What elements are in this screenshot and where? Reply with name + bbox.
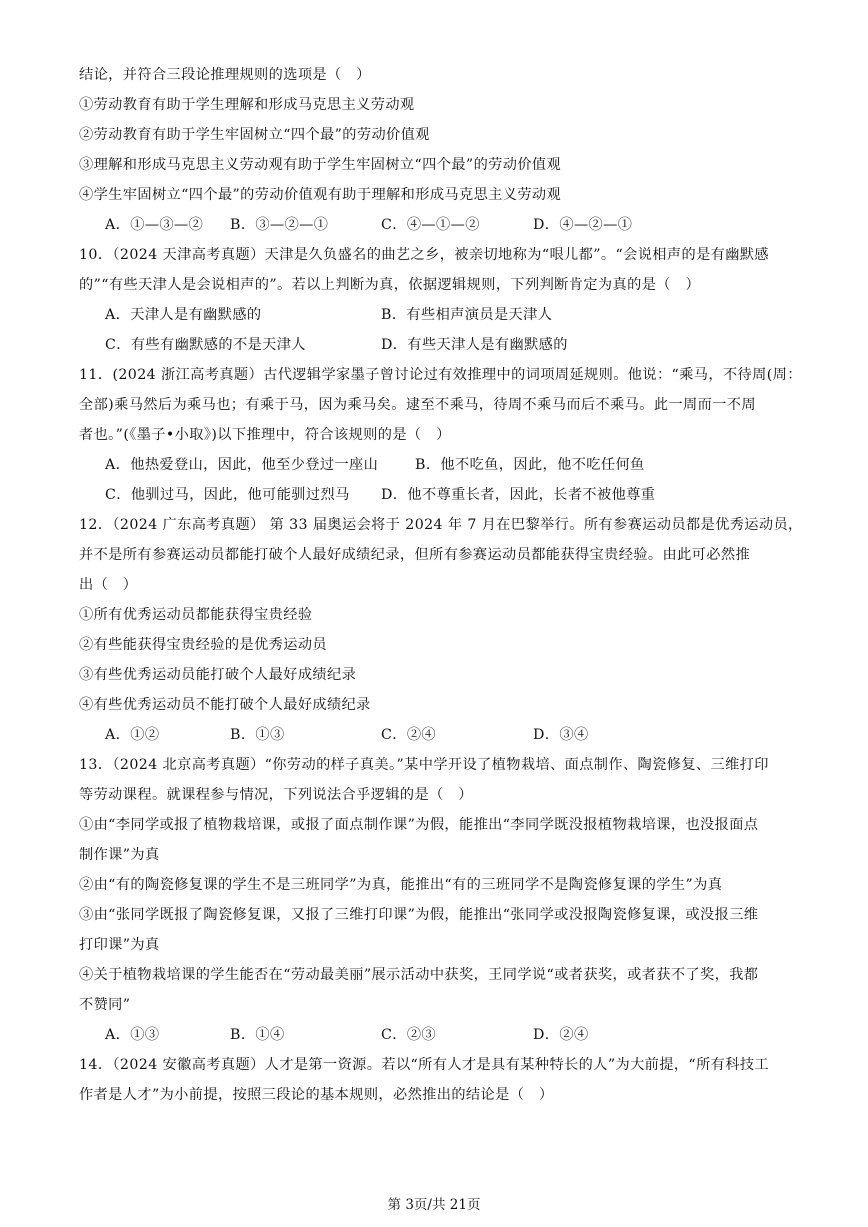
statement-item: ④有些优秀运动员不能打破个人最好成绩纪录 bbox=[79, 697, 371, 713]
option-b: B．①③ bbox=[230, 727, 285, 743]
option-c: C．②④ bbox=[381, 727, 437, 743]
question-11-text: 全部)乘马然后为乘马也；有乘于马，因为乘马矣。逮至不乘马，待周不乘马而后不乘马。此一周而一不周 bbox=[79, 397, 756, 413]
statement-item: ①由“李同学或报了植物栽培课，或报了面点制作课”为假，能推出“李同学既没报植物栽培课，也没报面点 bbox=[79, 817, 759, 833]
statement-item-cont: 不赞同” bbox=[79, 997, 131, 1013]
question-11-text: 者也。”(《墨子•小取》)以下推理中，符合该规则的是（ ） bbox=[79, 427, 451, 443]
statement-item: ②有些能获得宝贵经验的是优秀运动员 bbox=[79, 637, 327, 653]
question-12-text: 出（ ） bbox=[79, 577, 138, 593]
statement-item: ③理解和形成马克思主义劳动观有助于学生牢固树立“四个最”的劳动价值观 bbox=[79, 157, 562, 173]
question-12-text: 12．（2024 广东高考真题） 第 33 届奥运会将于 2024 年 7 月在巴黎举行。所有参赛运动员都是优秀运动员， bbox=[79, 517, 803, 533]
option-c: C．有些有幽默感的不是天津人 bbox=[105, 337, 306, 353]
option-a: A．天津人是有幽默感的 bbox=[105, 307, 262, 323]
question-12-text: 并不是所有参赛运动员都能打破个人最好成绩纪录，但所有参赛运动员都能获得宝贵经验。由此可必然推 bbox=[79, 547, 751, 563]
option-a: A．①—③—② bbox=[105, 217, 204, 233]
question-11-text: 11．(2024 浙江高考真题）古代逻辑学家墨子曾讨论过有效推理中的词项周延规则。他说：“乘马，不待周(周： bbox=[79, 367, 802, 383]
option-a: A．①③ bbox=[105, 1027, 160, 1043]
statement-item-cont: 打印课”为真 bbox=[79, 937, 160, 953]
option-c: C．④—①—② bbox=[381, 217, 480, 233]
question-10-text: 的”“有些天津人是会说相声的”。若以上判断为真，依据逻辑规则，下列判断肯定为真的是（ ） bbox=[79, 277, 701, 293]
option-b: B．有些相声演员是天津人 bbox=[381, 307, 553, 323]
question-10-text: 10．（2024 天津高考真题）天津是久负盛名的曲艺之乡，被亲切地称为“哏儿都”。“会说相声的是有幽默感 bbox=[79, 247, 770, 263]
option-d: D．有些天津人是有幽默感的 bbox=[381, 337, 568, 353]
statement-item: ①所有优秀运动员都能获得宝贵经验 bbox=[79, 607, 313, 623]
option-d: D．他不尊重长者，因此，长者不被他尊重 bbox=[381, 487, 656, 503]
page-number: 第 3页/共 21页 bbox=[387, 1197, 481, 1213]
statement-item: ②劳动教育有助于学生牢固树立“四个最”的劳动价值观 bbox=[79, 127, 430, 143]
statement-item: ②由“有的陶瓷修复课的学生不是三班同学”为真，能推出“有的三班同学不是陶瓷修复课的学生”为真 bbox=[79, 877, 723, 893]
statement-item: ④学生牢固树立“四个最”的劳动价值观有助于理解和形成马克思主义劳动观 bbox=[79, 187, 562, 203]
option-d: D．③④ bbox=[533, 727, 589, 743]
statement-item: ①劳动教育有助于学生理解和形成马克思主义劳动观 bbox=[79, 97, 415, 113]
option-c: C．他驯过马，因此，他可能驯过烈马 bbox=[105, 487, 350, 503]
statement-item: ③有些优秀运动员能打破个人最好成绩纪录 bbox=[79, 667, 357, 683]
statement-item-cont: 制作课”为真 bbox=[79, 847, 160, 863]
statement-item: ④关于植物栽培课的学生能否在“劳动最美丽”展示活动中获奖，王同学说“或者获奖，或者获不了奖，我都 bbox=[79, 967, 759, 983]
option-a: A．①② bbox=[105, 727, 160, 743]
option-b: B．③—②—① bbox=[230, 217, 329, 233]
question-14-text: 14．（2024 安徽高考真题）人才是第一资源。若以“所有人才是具有某种特长的人”为大前提，“所有科技工 bbox=[79, 1057, 770, 1073]
statement-item: ③由“张同学既报了陶瓷修复课，又报了三维打印课”为假，能推出“张同学或没报陶瓷修复课，或没报三维 bbox=[79, 907, 759, 923]
option-b: B．①④ bbox=[230, 1027, 285, 1043]
question-13-text: 13．（2024 北京高考真题）“你劳动的样子真美。”某中学开设了植物栽培、面点制作、陶瓷修复、三维打印 bbox=[79, 757, 769, 773]
option-b: B．他不吃鱼，因此，他不吃任何鱼 bbox=[415, 457, 645, 473]
question-13-text: 等劳动课程。就课程参与情况，下列说法合乎逻辑的是（ ） bbox=[79, 787, 473, 803]
option-d: D．②④ bbox=[533, 1027, 589, 1043]
option-c: C．②③ bbox=[381, 1027, 437, 1043]
option-a: A．他热爱登山，因此，他至少登过一座山 bbox=[105, 457, 379, 473]
question-14-text: 作者是人才”为小前提，按照三段论的基本规则，必然推出的结论是（ ） bbox=[79, 1087, 554, 1103]
question-stem-end: 结论，并符合三段论推理规则的选项是（ ） bbox=[79, 67, 371, 83]
option-d: D．④—②—① bbox=[533, 217, 633, 233]
